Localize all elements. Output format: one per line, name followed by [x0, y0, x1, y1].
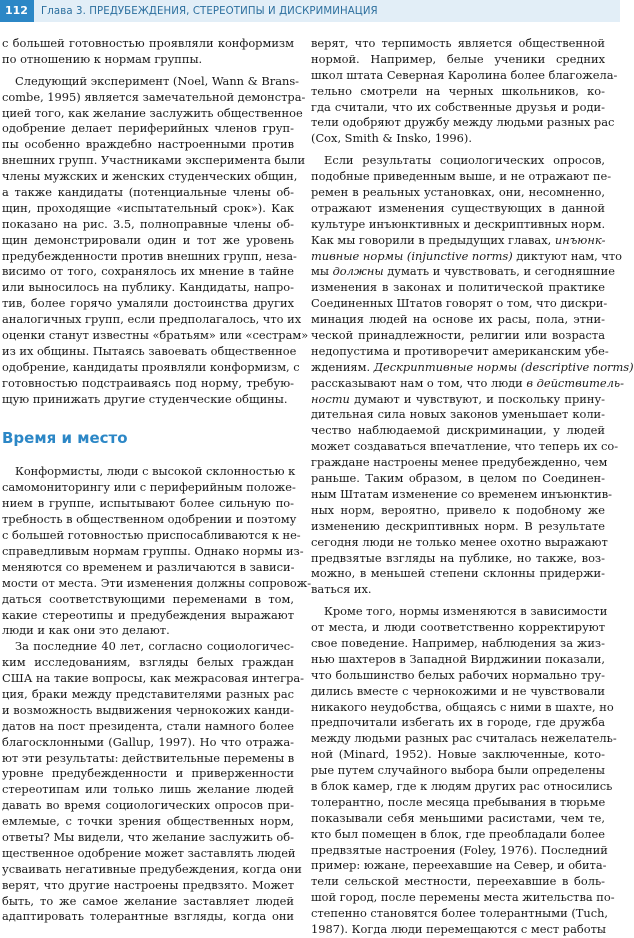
- text-line: сегодня люди не только менее охотно выражают: [311, 534, 608, 549]
- text-line: дительная сила новых законов уменьшает коли-: [311, 407, 605, 422]
- text-line: с большей готовностью приспосабливаются к не-: [2, 528, 301, 543]
- text-line: тели сельской местности, переехавшие в боль-: [311, 874, 605, 889]
- emphasis-should: должны: [332, 264, 384, 279]
- text-line: показывали себя меньшими расистами, чем те,: [311, 810, 605, 825]
- text-line: ной (Minard, 1952). Новые заключенные, кото-: [311, 747, 605, 762]
- text-line: ных норм, вероятно, привело к подобному же: [311, 502, 605, 517]
- text-line: емлемые, с точки зрения общественных норм,: [2, 814, 294, 829]
- left-column: [2, 36, 312, 925]
- text-line: кто был помещен в блок, где преобладали более: [311, 826, 606, 841]
- text-line: висимо от того, сохранялось их мнение в тайне: [2, 264, 294, 279]
- text-line: Кроме того, нормы изменяются в зависимости: [324, 604, 608, 619]
- text-line: какие стереотипы и предубеждения выражают: [2, 607, 294, 622]
- text-line: цией того, как желание заслужить общественное: [2, 105, 303, 120]
- text-line: [311, 392, 605, 408]
- text-line: Конформисты, люди с высокой склонностью к: [15, 464, 296, 479]
- text-line: и возможность выдвижения чернокожих канди-: [2, 702, 294, 717]
- text-line: самомониторингу или с периферийным положе-: [2, 480, 296, 495]
- text-line: от места, и люди соответственно корректируют: [311, 620, 605, 635]
- text-line: одобрение делает периферийных членов груп-: [2, 121, 294, 136]
- text-line: внешних групп. Участниками эксперимента были: [2, 153, 306, 168]
- text-line: гда считали, что их собственные друзья и роди-: [311, 99, 605, 114]
- text-line: люди и как они это делают.: [2, 623, 170, 638]
- text-line: [311, 233, 605, 249]
- text-line: [311, 359, 634, 376]
- text-line: подобные приведенным выше, и не отражают пе-: [311, 169, 612, 184]
- text-line: культуре инъюнктивных и дескриптивных норм.: [311, 216, 606, 231]
- text-line: чество наблюдаемой дискриминации, у людей: [311, 423, 605, 438]
- text-line: Следующий эксперимент (Noel, Wann & Brans-: [15, 73, 300, 88]
- term-injunctive-norms: тивные нормы (injunctive norms): [311, 248, 513, 263]
- paragraph: [311, 36, 618, 147]
- text-line: ответы? Мы видели, что желание заслужить об-: [2, 829, 294, 844]
- text-line: даться соответствующими переменами в том,: [2, 591, 294, 606]
- text-line: ремен в реальных установках, они, несомненно,: [311, 185, 605, 200]
- paragraph: [2, 639, 305, 925]
- text-run: диктуют нам, что: [516, 248, 623, 263]
- text-line: предубежденности против внешних групп, неза-: [2, 248, 297, 263]
- text-line: одобрение, кандидаты проявляли конформизм, с: [2, 359, 300, 374]
- text-line: нием в группе, испытывают более сильную по-: [2, 496, 294, 511]
- text-line: combe, 1995) является замечательной демонстра-: [2, 89, 306, 104]
- text-line: [311, 375, 624, 392]
- text-line: свое поведение. Например, наблюдения за жиз-: [311, 635, 605, 650]
- text-line: отражают изменения существующих в данной: [311, 200, 605, 215]
- text-line: [311, 248, 623, 265]
- text-line: аналогичных групп, если предполагалось, что их: [2, 312, 302, 327]
- text-line: оценки станут известны «братьям» или «сестрам»: [2, 328, 309, 343]
- text-line: благосклонными (Gallup, 1997). Но что отража-: [2, 734, 294, 749]
- paragraph: [2, 464, 312, 639]
- text-line: нормой. Например, белые ученики средних: [311, 51, 605, 66]
- section-heading: Время и место: [2, 429, 128, 448]
- text-line: тив, более горячо умаляли достоинства других: [2, 296, 294, 311]
- text-line: (Cox, Smith & Insko, 1996).: [311, 131, 472, 146]
- text-line: показано на рис. 3.5, полноправные члены об-: [2, 216, 294, 231]
- text-line: датов на пост президента, стали намного более: [2, 718, 294, 733]
- text-line: граждане настроены менее предубежденно, чем: [311, 455, 608, 470]
- term-injunctive: инъюнк-: [554, 232, 606, 247]
- text-line: недопустима и противоречит американским убе-: [311, 343, 609, 358]
- text-line: рые путем случайного выбора были определены: [311, 763, 605, 778]
- text-line: дились вместе с чернокожими и не чувствовали: [311, 683, 605, 698]
- text-line: пы особенно враждебно настроенными против: [2, 137, 294, 152]
- text-line: нью шахтеров в Западной Вирджинии показали,: [311, 651, 605, 666]
- text-line: изменения в законах и политической практике: [311, 280, 605, 295]
- text-line: из их общины. Пытаясь завоевать общественное: [2, 343, 297, 358]
- text-line: Соединенных Штатов говорят о том, что дискри-: [311, 296, 608, 311]
- text-line: 1987). Когда люди перемещаются с мест работы: [311, 921, 606, 936]
- text-line: Если результаты социологических опросов,: [324, 153, 605, 168]
- text-line: изменению дескриптивных норм. В результате: [311, 518, 605, 533]
- text-line: в блок камер, где к людям других рас относились: [311, 778, 613, 793]
- text-line: ким исследованиям, взгляды белых граждан: [2, 655, 294, 670]
- running-header: [0, 0, 620, 22]
- paragraph: [311, 153, 634, 598]
- page-number: 112: [0, 0, 34, 22]
- text-run: думать и чувствовать, и сегодняшние: [387, 264, 615, 279]
- text-line: толерантно, после месяца пребывания в тюрьме: [311, 794, 606, 809]
- text-line: или выносилось на публику. Кандидаты, напро-: [2, 280, 294, 295]
- text-line: с большей готовностью проявляли конформизм: [2, 36, 294, 50]
- text-line: ным Штатам изменение со временем инъюнктив-: [311, 486, 613, 501]
- text-line: верят, что терпимость является общественной: [311, 36, 605, 50]
- text-line: тельно смотрели на черных школьников, ко-: [311, 83, 605, 98]
- text-line: ваться их.: [311, 582, 372, 597]
- text-line: щественное одобрение может заставлять людей: [2, 845, 296, 860]
- text-line: усваивать негативные предубеждения, когда они: [2, 861, 302, 876]
- text-line: справедливым нормам группы. Однако нормы из-: [2, 543, 304, 558]
- text-line: щин, проходящие «испытательный срок»). Как: [2, 200, 294, 215]
- text-line: щую принижать другие студенческие общины.: [2, 391, 288, 406]
- text-line: быть, то же самое желание заставляет людей: [2, 893, 294, 908]
- text-line: по отношению к нормам группы.: [2, 51, 203, 66]
- text-line: может создаваться впечатление, что теперь их со-: [311, 439, 619, 454]
- right-column: [311, 36, 634, 938]
- text-line: верят, что другие настроены предвзято. Может: [2, 877, 294, 892]
- text-line: стереотипам или только лишь желание людей: [2, 782, 294, 797]
- text-line: пример: южане, переехавшие на Север, и обита-: [311, 858, 607, 873]
- text-line: готовностью подстраиваясь под норму, требую-: [2, 375, 294, 390]
- text-run: мы: [311, 264, 329, 279]
- chapter-title: Глава 3. ПРЕДУБЕЖДЕНИЯ, СТЕРЕОТИПЫ И ДИСКРИМИНАЦИЯ: [40, 5, 378, 17]
- text-line: США на такие вопросы, как межрасовая интегра-: [2, 671, 305, 686]
- text-line: тели одобряют дружбу между людьми разных рас: [311, 115, 615, 130]
- text-line: члены мужских и женских студенческих общин,: [2, 169, 298, 184]
- text-run: думают и чувствуют, и поскольку прину-: [354, 391, 605, 406]
- text-line: ют эти результаты: действительные перемены в: [2, 750, 295, 765]
- text-line: мости от места. Эти изменения должны сопровож-: [2, 575, 312, 590]
- paragraph: [2, 73, 309, 408]
- text-line: щин демонстрировали один и тот же уровень: [2, 232, 294, 247]
- text-line: между людьми разных рас считалась нежелатель-: [311, 731, 617, 746]
- text-line: адаптировать толерантные взгляды, когда они: [2, 909, 294, 924]
- text-line: ция, браки между представителями разных рас: [2, 686, 294, 701]
- emphasis-actually-end: ности: [311, 391, 350, 406]
- text-line: меняются со временем и различаются в зависи-: [2, 559, 295, 574]
- paragraph: [2, 36, 294, 68]
- text-line: давать во время социологических опросов при-: [2, 798, 294, 813]
- text-line: требность в общественном одобрении и поэтому: [2, 512, 297, 527]
- text-line: шой город, после перемены места жительства по-: [311, 890, 615, 905]
- text-line: За последние 40 лет, согласно социологичес-: [15, 639, 294, 654]
- text-line: что большинство белых рабочих нормально тру-: [311, 667, 605, 682]
- text-line: [311, 264, 615, 280]
- text-line: школ штата Северная Каролина более благожела-: [311, 67, 618, 82]
- paragraph: [311, 604, 617, 938]
- text-line: можно, в меньшей степени склонны придержи-: [311, 566, 605, 581]
- text-line: а также кандидаты (потенциальные члены об-: [2, 185, 294, 200]
- text-line: предпочитали избегать их в городе, где дружба: [311, 715, 605, 730]
- emphasis-actually: в действитель-: [526, 375, 624, 390]
- text-line: раньше. Таким образом, в целом по Соединен-: [311, 471, 605, 486]
- text-line: предвзятые взгляды на публике, но также, воз-: [311, 550, 605, 565]
- term-descriptive-norms: Дескриптивные нормы (descriptive norms): [373, 359, 634, 374]
- text-line: степенно становятся более толерантными (Tuch,: [311, 906, 609, 921]
- text-line: предвзятые настроения (Foley, 1976). Последний: [311, 842, 608, 857]
- text-run: рассказывают нам о том, что люди: [311, 375, 523, 390]
- text-run: Как мы говорили в предыдущих главах,: [311, 232, 552, 247]
- text-line: ческой принадлежности, религии или возраста: [311, 328, 605, 343]
- text-line: никакого неудобства, общаясь с ними в шахте, но: [311, 699, 614, 714]
- text-run: ждениям.: [311, 359, 371, 374]
- text-line: уровне предубежденности и приверженности: [2, 766, 294, 781]
- text-line: минация людей на основе их расы, пола, этни-: [311, 312, 605, 327]
